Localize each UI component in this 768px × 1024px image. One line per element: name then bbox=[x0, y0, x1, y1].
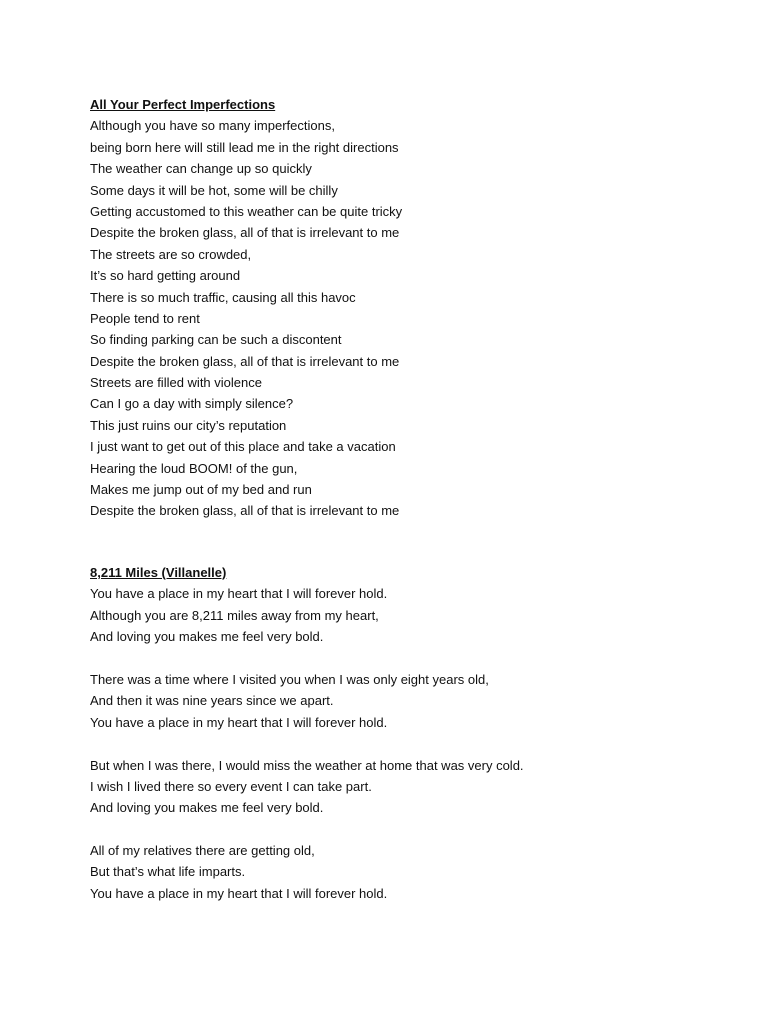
poem-line: But that’s what life imparts. bbox=[90, 864, 246, 880]
stanza bbox=[90, 669, 524, 733]
poem-line: This just ruins our city’s reputation bbox=[90, 417, 287, 433]
poem-8211-miles bbox=[90, 562, 524, 926]
poem-line: Although you have so many imperfections, bbox=[90, 118, 335, 134]
poem-line: I wish I lived there so every event I can take part. bbox=[90, 778, 372, 794]
poem-line: Hearing the loud BOOM! of the gun, bbox=[90, 460, 298, 476]
poem-line: And loving you makes me feel very bold. bbox=[90, 629, 324, 645]
poem-line: And then it was nine years since we apart. bbox=[90, 693, 334, 709]
poem-line: So finding parking can be such a discontent bbox=[90, 332, 342, 348]
poem-line: There was a time where I visited you when I was only eight years old, bbox=[90, 671, 489, 687]
poem-line: It’s so hard getting around bbox=[90, 268, 241, 284]
poem-line: You have a place in my heart that I will forever hold. bbox=[90, 885, 388, 901]
poem-line: But when I was there, I would miss the weather at home that was very cold. bbox=[90, 757, 524, 773]
poem-line: Despite the broken glass, all of that is irrelevant to me bbox=[90, 353, 400, 369]
poem-line: Makes me jump out of my bed and run bbox=[90, 482, 312, 498]
poem-line: You have a place in my heart that I will forever hold. bbox=[90, 586, 388, 602]
poem-title: All Your Perfect Imperfections bbox=[90, 97, 276, 112]
poem-line: Despite the broken glass, all of that is irrelevant to me bbox=[90, 503, 400, 519]
poem-line: I just want to get out of this place and take a vacation bbox=[90, 439, 396, 455]
poem-line: You have a place in my heart that I will forever hold. bbox=[90, 714, 388, 730]
stanza bbox=[90, 583, 524, 647]
stanza bbox=[90, 840, 524, 904]
poem-line: People tend to rent bbox=[90, 310, 200, 326]
poem-all-your-perfect-imperfections bbox=[90, 94, 402, 522]
poem-line: being born here will still lead me in the right directions bbox=[90, 139, 399, 155]
poem-line: The weather can change up so quickly bbox=[90, 161, 312, 177]
poem-line: Despite the broken glass, all of that is irrelevant to me bbox=[90, 225, 400, 241]
poem-line: Although you are 8,211 miles away from my heart, bbox=[90, 607, 379, 623]
poem-line: The streets are so crowded, bbox=[90, 246, 252, 262]
poem-line: Streets are filled with violence bbox=[90, 375, 262, 391]
poem-title: 8,211 Miles (Villanelle) bbox=[90, 565, 227, 580]
poem-line: All of my relatives there are getting old, bbox=[90, 843, 315, 859]
stanza bbox=[90, 755, 524, 819]
poem-line: Can I go a day with simply silence? bbox=[90, 396, 294, 412]
poem-line: And loving you makes me feel very bold. bbox=[90, 800, 324, 816]
poem-line: Some days it will be hot, some will be chilly bbox=[90, 182, 338, 198]
poem-line: There is so much traffic, causing all this havoc bbox=[90, 289, 356, 305]
poem-line: Getting accustomed to this weather can be quite tricky bbox=[90, 203, 403, 219]
